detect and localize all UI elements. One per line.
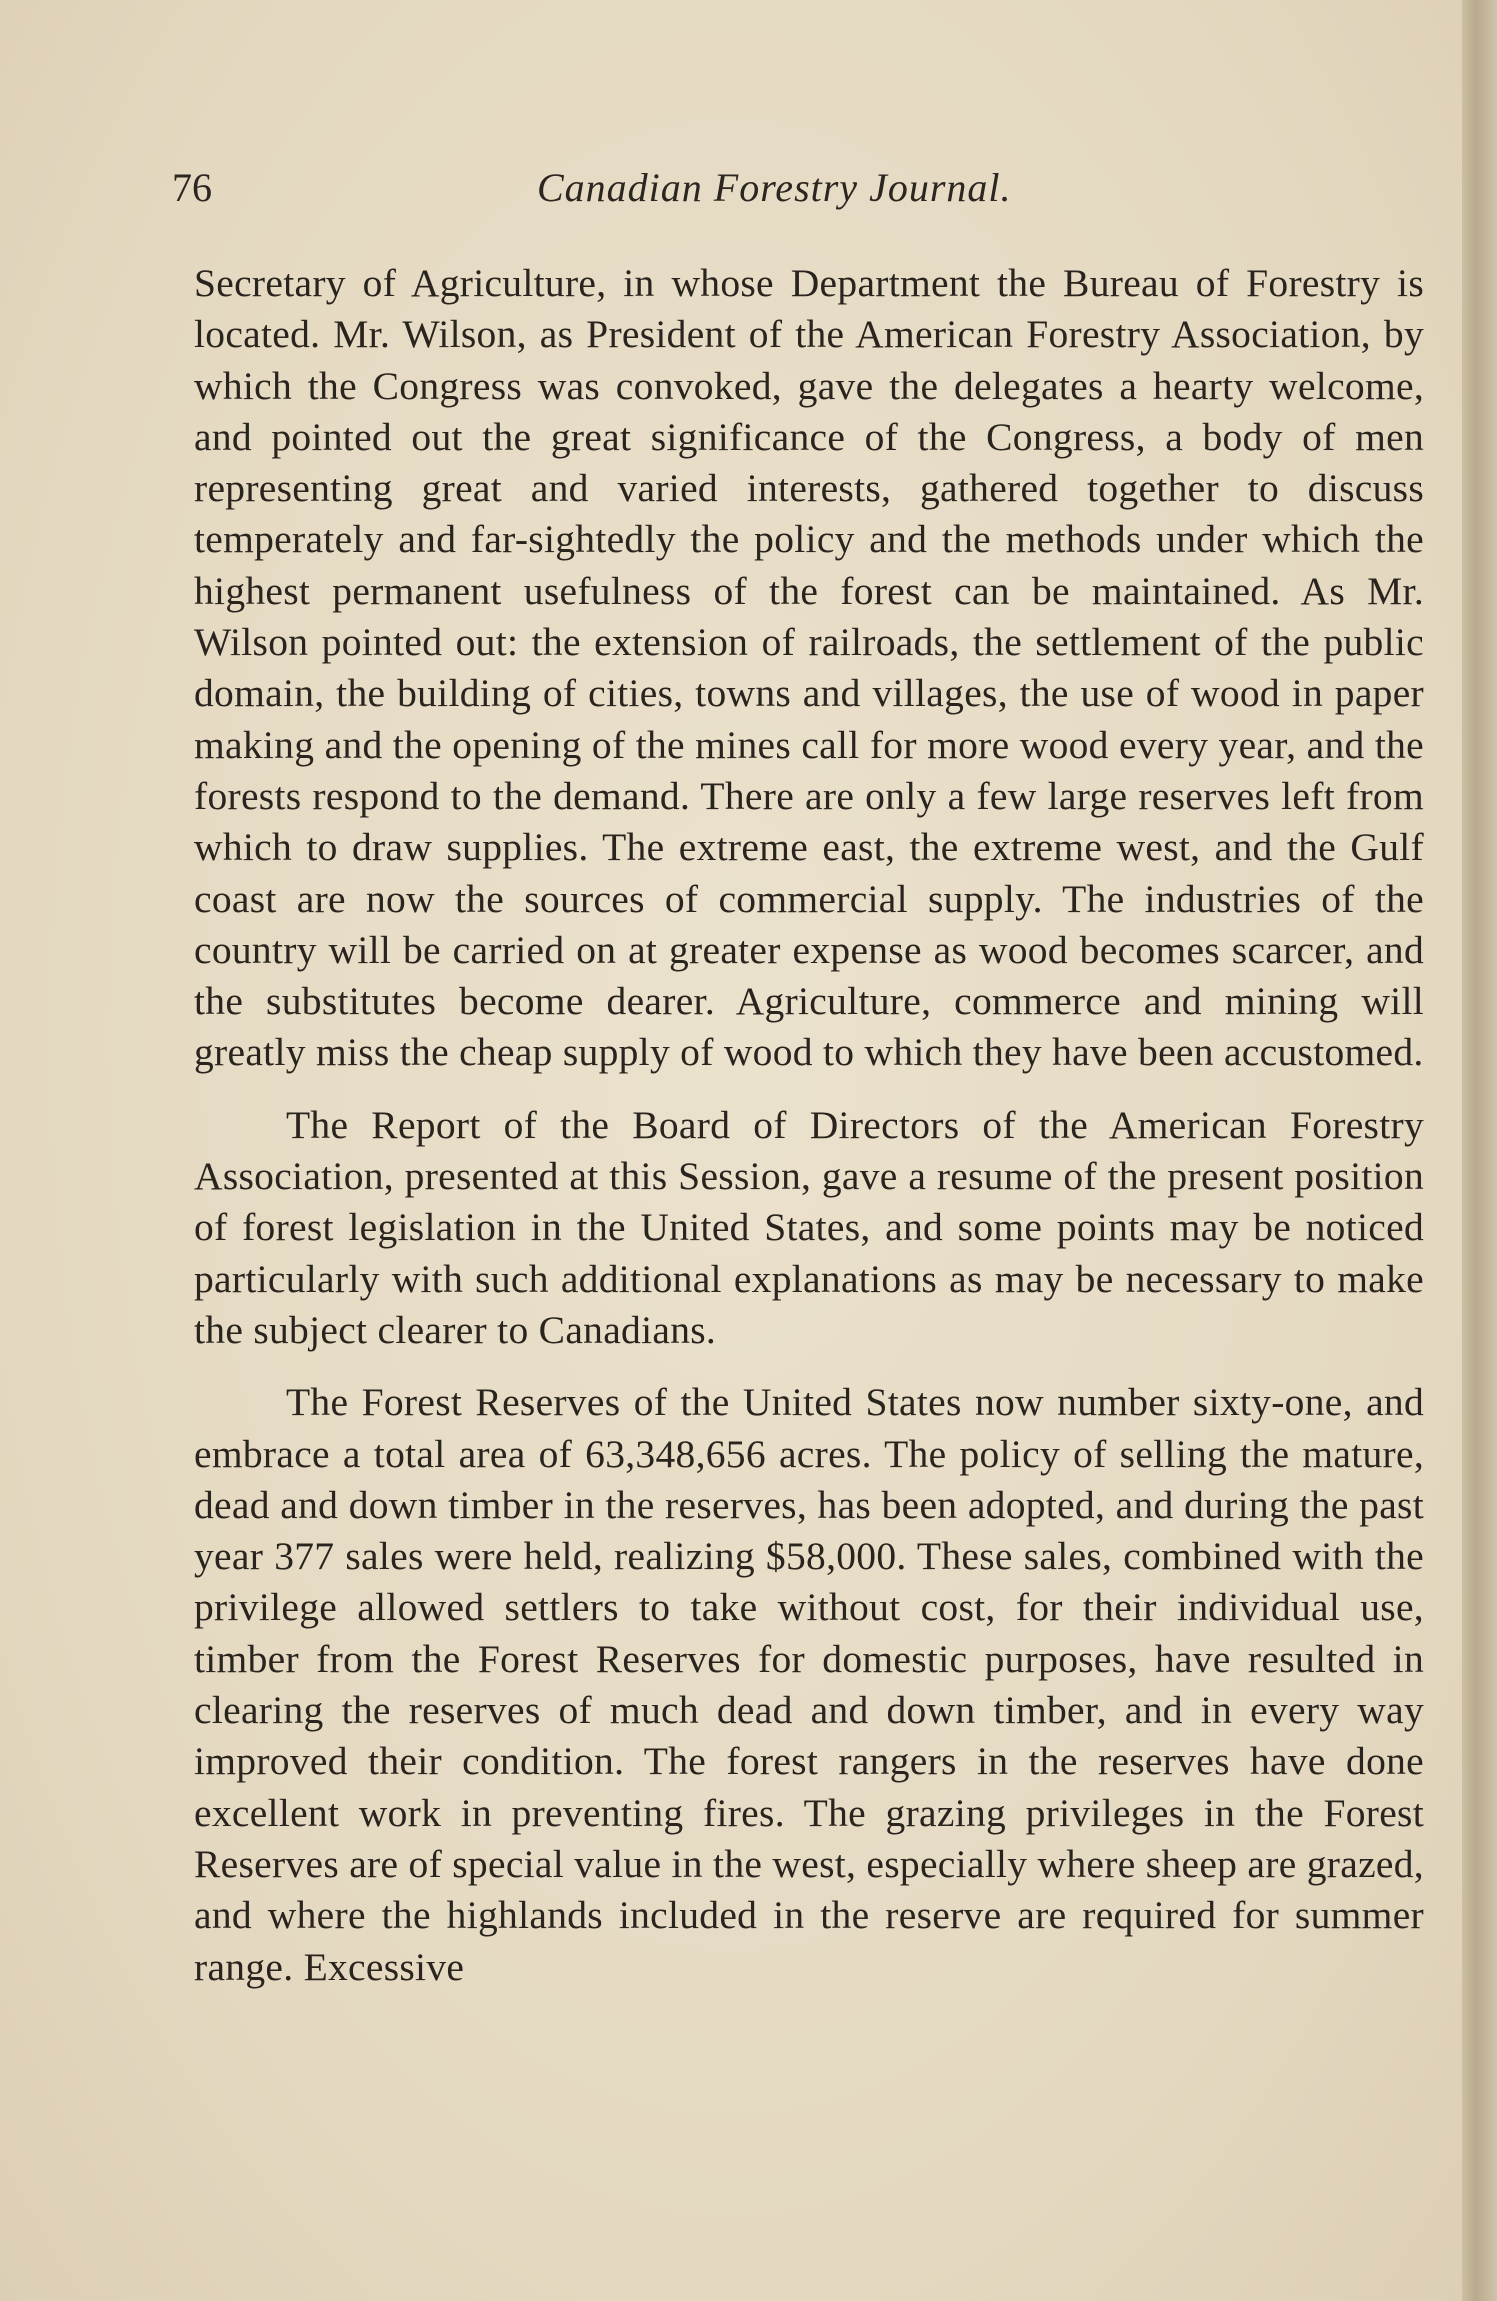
paragraph-1: Secretary of Agriculture, in whose Department the Bureau of Forestry is located. Mr. Wilson, as President of the American Forestry Association, by which the Congress was convoked, gave the delegates a hearty welcome, and pointed out the great significance of the Congress, a body of men representing great and varied interests, gathered together to discuss temperately and far-sightedly the policy and the methods under which the highest permanent usefulness of the forest can be maintained. As Mr. Wilson pointed out: the extension of railroads, the settlement of the public domain, the building of cities, towns and villages, the use of wood in paper making and the opening of the mines call for more wood every year, and the forests respond to the demand. There are only a few large reserves left from which to draw supplies. The extreme east, the extreme west, and the Gulf coast are now the sources of commercial supply. The industries of the country will be carried on at greater expense as wood becomes scarcer, and the substitutes become dearer. Agriculture, commerce and mining will greatly miss the cheap supply of wood to which they have been accustomed. <box>194 261 1424 1075</box>
paragraph-2: The Report of the Board of Directors of the American Forestry Association, presented at this Session, gave a resume of the present position of forest legislation in the United States, and some points may be noticed particularly with such additional explanations as may be necessary to make the subject clearer to Canadians. <box>194 1102 1424 1352</box>
paragraph-3: The Forest Reserves of the United States now number sixty-one, and embrace a total area of 63,348,656 acres. The policy of selling the mature, dead and down timber in the reserves, has been adopted, and during the past year 377 sales were held, realizing $58,000. These sales, combined with the privilege allowed settlers to take without cost, for their individual use, timber from the Forest Reserves for domestic purposes, have resulted in clearing the reserves of much dead and down timber, and in every way improved their condition. The forest rangers in the reserves have done excellent work in preventing fires. The grazing privileges in the Forest Reserves are of special value in the west, especially where sheep are grazed, and where the highlands included in the reserve are required for summer range. Excessive <box>194 1380 1424 1989</box>
running-title: Canadian Forestry Journal. <box>537 165 1012 210</box>
page-edge <box>1462 0 1497 2301</box>
body-text <box>194 258 1424 1993</box>
page-number: 76 <box>172 165 212 210</box>
page-header <box>172 164 1172 224</box>
